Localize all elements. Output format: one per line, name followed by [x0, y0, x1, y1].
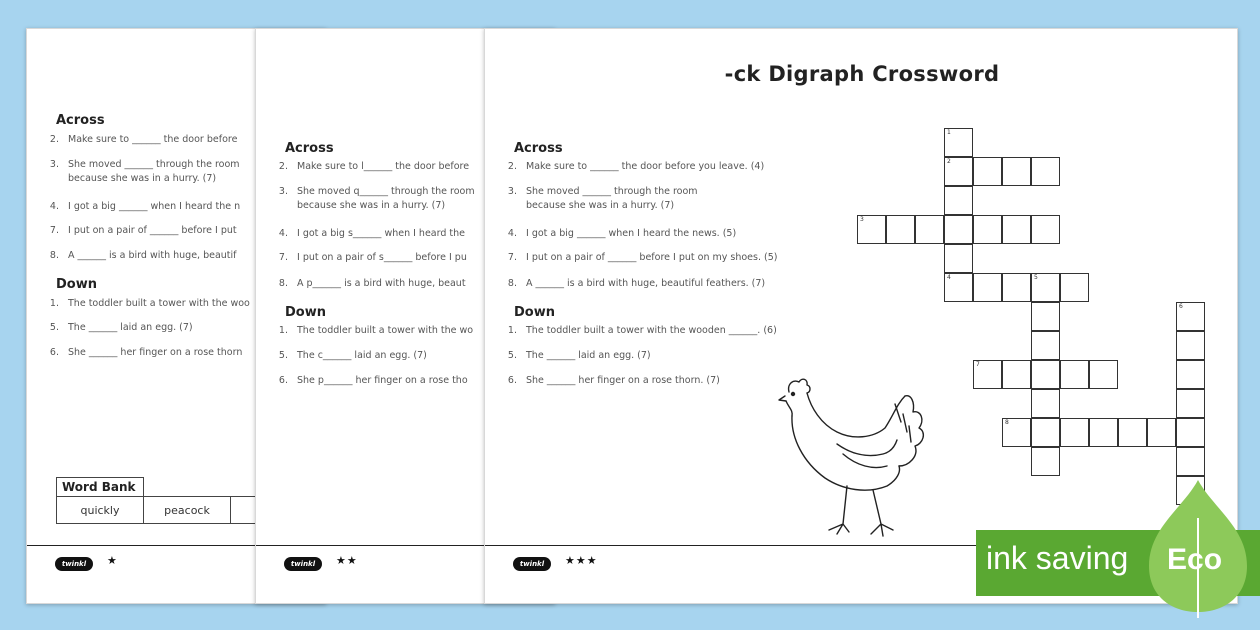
- clue-across-7: 7. I put on a pair of ______ before I put on my shoes. (5): [507, 252, 778, 263]
- across-heading: Across: [514, 141, 563, 156]
- difficulty-stars: ★★★: [565, 554, 598, 567]
- clue-down-1: 1. The toddler built a tower with the wooden ______. (6): [507, 325, 777, 336]
- crossword-cell: [1176, 447, 1205, 476]
- down-heading: Down: [56, 277, 97, 292]
- clue-across-8: 8. A ______ is a bird with huge, beautiful feathers. (7): [507, 278, 766, 289]
- crossword-cell: [1060, 360, 1089, 389]
- clue-down-6: 6. She ______ her finger on a rose thorn. (7): [507, 375, 720, 386]
- crossword-cell: [1031, 302, 1060, 331]
- crossword-clue-number: 8: [1005, 419, 1009, 426]
- difficulty-stars: ★: [107, 554, 118, 567]
- twinkl-logo: twinkl: [284, 557, 322, 571]
- crossword-cell: [1060, 418, 1089, 447]
- clue-across-3: 3. She moved q______ through the room because she was in a hurry. (7): [278, 186, 475, 211]
- crossword-cell: [1031, 331, 1060, 360]
- crossword-cell: [1031, 418, 1060, 447]
- crossword-clue-number: 2: [947, 158, 951, 165]
- crossword-cell: [944, 186, 973, 215]
- clue-down-5: 5. The c______ laid an egg. (7): [278, 350, 427, 361]
- clue-down-5: 5. The ______ laid an egg. (7): [507, 350, 651, 361]
- crossword-cell: [886, 215, 915, 244]
- crossword-cell: [1031, 157, 1060, 186]
- clue-across-7: 7. I put on a pair of s______ before I pu: [278, 252, 467, 263]
- down-heading: Down: [285, 305, 326, 320]
- crossword-cell: [1002, 157, 1031, 186]
- hen-illustration: [777, 374, 937, 574]
- eco-label: Eco: [1167, 543, 1223, 576]
- across-heading: Across: [56, 113, 105, 128]
- crossword-cell: [1118, 418, 1147, 447]
- crossword-clue-number: 6: [1179, 303, 1183, 310]
- crossword-cell: [1002, 360, 1031, 389]
- crossword-clue-number: 1: [947, 129, 951, 136]
- clue-across-4: 4. I got a big ______ when I heard the n: [49, 201, 241, 212]
- crossword-cell: [1002, 215, 1031, 244]
- page-title: -ck Digraph Crossword: [724, 62, 1000, 86]
- crossword-cell: [1147, 418, 1176, 447]
- clue-across-7: 7. I put on a pair of ______ before I put: [49, 225, 237, 236]
- clue-down-1: 1. The toddler built a tower with the woo: [49, 298, 250, 309]
- down-heading: Down: [514, 305, 555, 320]
- worksheet-sheet-3: [484, 28, 1238, 604]
- crossword-cell: [1089, 418, 1118, 447]
- crossword-cell: [1002, 273, 1031, 302]
- crossword-cell: [1060, 273, 1089, 302]
- across-heading: Across: [285, 141, 334, 156]
- crossword-cell: [1176, 389, 1205, 418]
- crossword-clue-number: 5: [1034, 274, 1038, 281]
- word-bank-label: Word Bank: [57, 478, 144, 497]
- crossword-cell: [1031, 389, 1060, 418]
- twinkl-logo: twinkl: [55, 557, 93, 571]
- crossword-cell: [1031, 447, 1060, 476]
- crossword-cell: [973, 273, 1002, 302]
- clue-across-2: 2. Make sure to l______ the door before: [278, 161, 470, 172]
- crossword-clue-number: 4: [947, 274, 951, 281]
- clue-across-2: 2. Make sure to ______ the door before: [49, 134, 238, 145]
- crossword-cell: [944, 244, 973, 273]
- clue-across-8: 8. A ______ is a bird with huge, beautif: [49, 250, 237, 261]
- crossword-cell: [1176, 360, 1205, 389]
- crossword-cell: [1031, 215, 1060, 244]
- word-bank-word: peacock: [144, 497, 231, 524]
- crossword-cell: [973, 157, 1002, 186]
- clue-across-8: 8. A p______ is a bird with huge, beaut: [278, 278, 466, 289]
- crossword-clue-number: 7: [976, 361, 980, 368]
- word-bank-word: quickly: [57, 497, 144, 524]
- crossword-cell: [1176, 331, 1205, 360]
- clue-down-6: 6. She p______ her finger on a rose tho: [278, 375, 468, 386]
- clue-down-1: 1. The toddler built a tower with the wo: [278, 325, 474, 336]
- clue-across-2: 2. Make sure to ______ the door before you leave. (4): [507, 161, 765, 172]
- twinkl-logo: twinkl: [513, 557, 551, 571]
- crossword-cell: [944, 215, 973, 244]
- clue-across-4: 4. I got a big ______ when I heard the news. (5): [507, 228, 737, 239]
- crossword-cell: [915, 215, 944, 244]
- crossword-cell: [1031, 360, 1060, 389]
- clue-across-4: 4. I got a big s______ when I heard the: [278, 228, 466, 239]
- crossword-cell: [973, 215, 1002, 244]
- crossword-cell: [1176, 418, 1205, 447]
- clue-across-3: 3. She moved ______ through the room because she was in a hurry. (7): [49, 159, 240, 184]
- difficulty-stars: ★★: [336, 554, 358, 567]
- crossword-clue-number: 3: [860, 216, 864, 223]
- clue-down-6: 6. She ______ her finger on a rose thorn: [49, 347, 243, 358]
- ink-saving-label: ink saving: [986, 540, 1129, 576]
- clue-across-3: 3. She moved ______ through the room because she was in a hurry. (7): [507, 186, 698, 211]
- crossword-cell: [1089, 360, 1118, 389]
- clue-down-5: 5. The ______ laid an egg. (7): [49, 322, 193, 333]
